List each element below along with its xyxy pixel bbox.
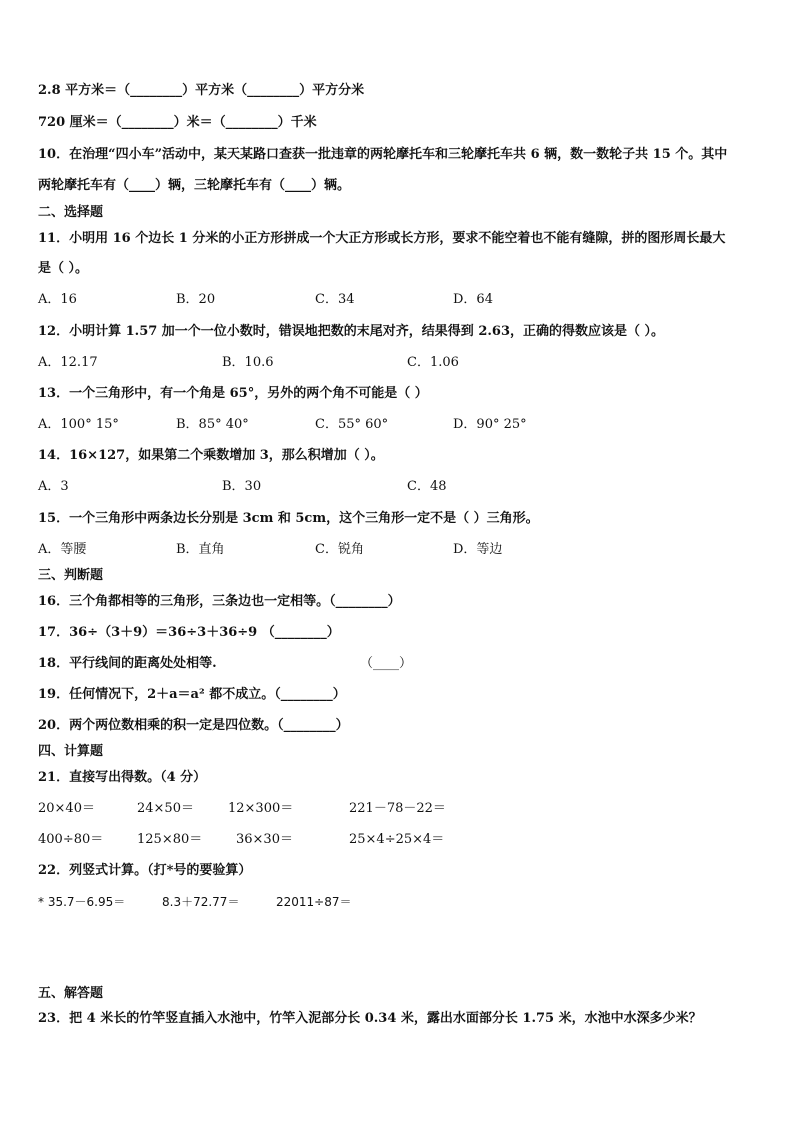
question-10-line-2: 两轮摩托车有（____）辆，三轮摩托车有（____）辆。 [38,178,351,193]
calc-item: 20×40＝ [38,801,95,816]
question-21: 21．直接写出得数。（4 分） [38,770,207,785]
section-heading-choice: 二、选择题 [38,205,104,220]
option-d: D．90° 25° [453,417,527,432]
option-d: D．等边 [453,542,503,557]
question-18-answer-blank: （____） [360,656,413,671]
question-19: 19．任何情况下，2＋a＝a² 都不成立。（________） [38,687,346,702]
question-16: 16．三个角都相等的三角形，三条边也一定相等。（________） [38,594,401,609]
option-c: C．1.06 [407,355,459,370]
option-a: A．等腰 [38,542,87,557]
vertical-calc-item: 22011÷87＝ [276,895,352,909]
question-23: 23．把 4 米长的竹竿竖直插入水池中，竹竿入泥部分长 0.34 米，露出水面部分长 1.75 米，水池中水深多少米？ [38,1011,702,1026]
vertical-calc-item: * 35.7－6.95＝ [38,895,126,909]
option-a: A．12.17 [38,355,98,370]
question-10-line-1: 10．在治理“四小车”活动中，某天某路口查获一批违章的两轮摩托车和三轮摩托车共 6 辆，数一数轮子共 15 个。其中 [38,147,728,162]
option-c: C．锐角 [315,542,364,557]
option-c: C．55° 60° [315,417,389,432]
option-b: B．30 [222,479,262,494]
option-b: B．直角 [176,542,225,557]
question-15: 15．一个三角形中两条边长分别是 3cm 和 5cm，这个三角形一定不是（ ）三角形。 [38,511,539,526]
question-11-line-2: 是（ ）。 [38,261,89,276]
question-22: 22．列竖式计算。（打*号的要验算） [38,863,252,878]
question-17: 17．36÷（3＋9）＝36÷3＋36÷9 （________） [38,625,340,640]
option-d: D．64 [453,292,493,307]
fill-blank-length-conversion: 720 厘米＝（________）米＝（________）千米 [38,115,317,130]
calc-item: 400÷80＝ [38,832,104,847]
section-heading-calculation: 四、计算题 [38,744,104,759]
calc-item: 12×300＝ [228,801,294,816]
question-13: 13．一个三角形中，有一个角是 65°，另外的两个角不可能是（ ） [38,386,428,401]
question-12: 12．小明计算 1.57 加一个一位小数时，错误地把数的末尾对齐，结果得到 2.63，正确的得数应该是（ ）。 [38,324,665,339]
option-b: B．20 [176,292,216,307]
calc-item: 125×80＝ [137,832,203,847]
calc-item: 25×4÷25×4＝ [349,832,445,847]
section-heading-word-problems: 五、解答题 [38,986,104,1001]
vertical-calc-item: 8.3＋72.77＝ [162,895,240,909]
question-11-line-1: 11．小明用 16 个边长 1 分米的小正方形拼成一个大正方形或长方形，要求不能空着也不能有缝隙，拼的图形周长最大 [38,231,726,246]
calc-item: 36×30＝ [236,832,293,847]
option-a: A．100° 15° [38,417,119,432]
option-c: C．34 [315,292,355,307]
question-14: 14．16×127，如果第二个乘数增加 3，那么积增加（ ）。 [38,448,384,463]
option-b: B．85° 40° [176,417,249,432]
section-heading-judgement: 三、判断题 [38,568,104,583]
option-a: A．16 [38,292,77,307]
fill-blank-area-conversion: 2.8 平方米＝（________）平方米（________）平方分米 [38,83,365,98]
option-a: A．3 [38,479,69,494]
option-c: C．48 [407,479,447,494]
option-b: B．10.6 [222,355,274,370]
calc-item: 221－78－22＝ [349,801,446,816]
question-18: 18．平行线间的距离处处相等. [38,656,217,671]
question-20: 20．两个两位数相乘的积一定是四位数。（________） [38,718,349,733]
calc-item: 24×50＝ [137,801,194,816]
